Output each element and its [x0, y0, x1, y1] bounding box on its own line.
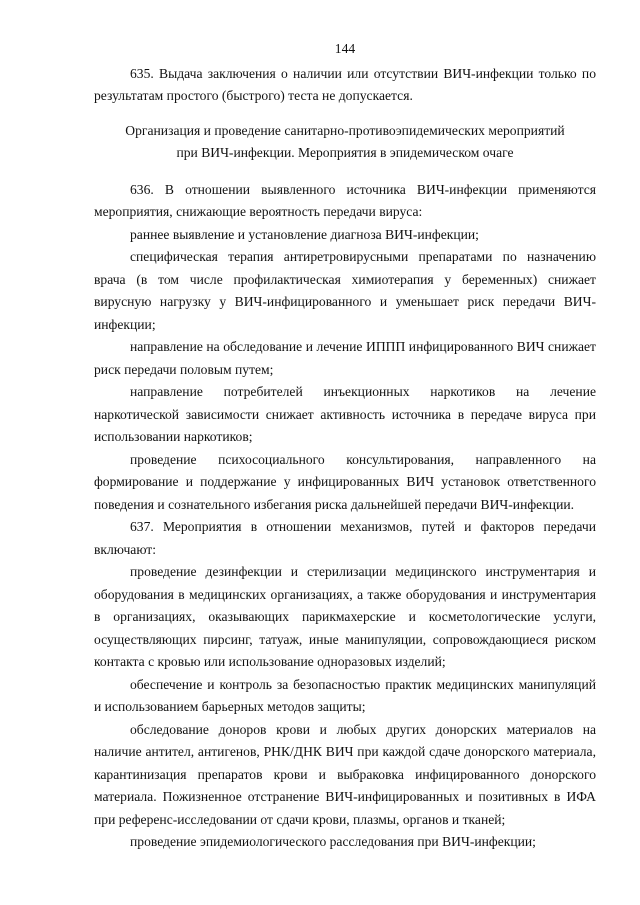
document-page	[94, 38, 596, 854]
list-item: обеспечение и контроль за безопасностью практик медицинских манипуляций и использованием барьерных методов защиты;	[94, 676, 596, 714]
page-number: 144	[334, 41, 356, 56]
section-heading-line-1: Организация и проведение санитарно-противоэпидемических мероприятий	[125, 122, 565, 138]
list-item: направление на обследование и лечение ИППП инфицированного ВИЧ снижает риск передачи половым путем;	[94, 339, 596, 377]
list-item: обследование доноров крови и любых других донорских материалов на наличие антител, антигенов, РНК/ДНК ВИЧ при каждой сдаче донорского материала, карантинизация препаратов крови и выбраковка инфицированного донорского материала. Пожизненное отстранение ВИЧ-инфицированных и позитивных в ИФА при референс-исследовании от сдачи крови, плазмы, органов и тканей;	[94, 721, 596, 827]
paragraph-636: 636. В отношении выявленного источника ВИЧ-инфекции применяются мероприятия, снижающие вероятность передачи вируса:	[94, 181, 596, 219]
section-heading	[102, 120, 588, 165]
paragraph-637: 637. Мероприятия в отношении механизмов, путей и факторов передачи включают:	[94, 519, 596, 557]
list-item: проведение дезинфекции и стерилизации медицинского инструментария и оборудования в медицинских организациях, а также оборудования и инструментария в организациях, оказывающих парикмахерские и косметологические услуги, осуществляющих пирсинг, татуаж, иные манипуляции, сопровождающиеся риском контакта с кровью или использование одноразовых изделий;	[94, 564, 596, 669]
section-heading-line-2: при ВИЧ-инфекции. Мероприятия в эпидемическом очаге	[176, 145, 514, 160]
list-item: направление потребителей инъекционных наркотиков на лечение наркотической зависимости снижает активность источника в передаче вируса при использовании наркотиков;	[94, 384, 596, 444]
paragraph-635: 635. Выдача заключения о наличии или отсутствии ВИЧ-инфекции только по результатам простого (быстрого) теста не допускается.	[94, 65, 596, 103]
list-item: проведение эпидемиологического расследования при ВИЧ-инфекции;	[130, 834, 536, 849]
list-item: проведение психосоциального консультирования, направленного на формирование и поддержание у инфицированных ВИЧ установок ответственного поведения и сознательного избегания риска дальнейшей передачи ВИЧ-инфекции.	[94, 451, 596, 512]
list-item: специфическая терапия антиретровирусными препаратами по назначению врача (в том числе профилактическая химиотерапия у беременных) снижает вирусную нагрузку у ВИЧ-инфицированного и уменьшает риск передачи ВИЧ-инфекции;	[94, 249, 596, 332]
list-item: раннее выявление и установление диагноза ВИЧ-инфекции;	[130, 226, 479, 242]
